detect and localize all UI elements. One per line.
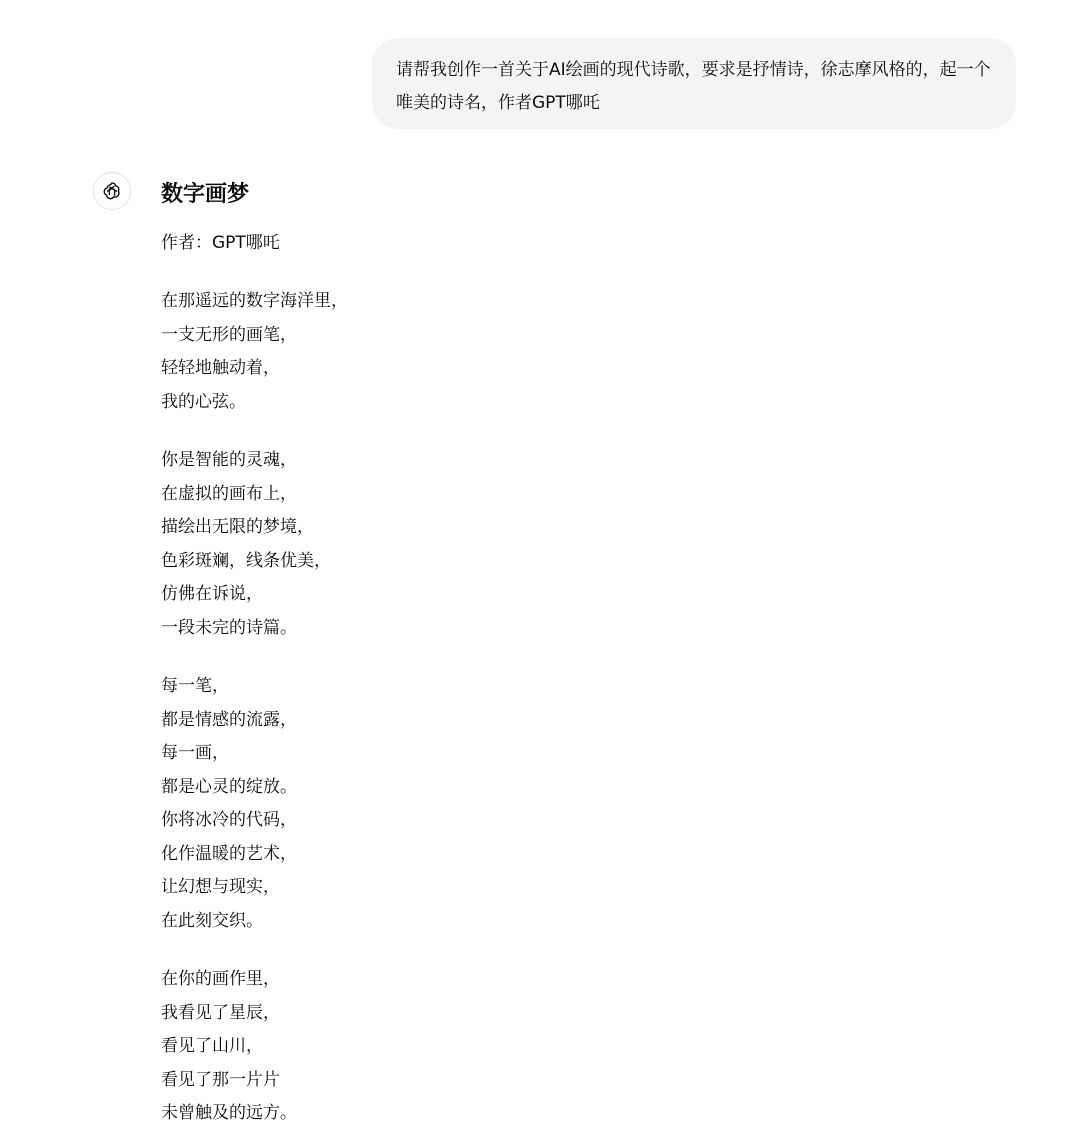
poem-stanza (161, 285, 921, 419)
assistant-avatar (93, 172, 131, 210)
poem-line: 仿佛在诉说， (161, 584, 263, 604)
poem-line: 一段未完的诗篇。 (161, 617, 297, 638)
poem-line: 色彩斑斓，线条优美， (161, 550, 331, 571)
poem-line: 在你的画作里， (161, 969, 280, 989)
assistant-message (161, 176, 921, 1131)
poem-body (161, 285, 921, 1131)
poem-line: 我的心弦。 (161, 391, 246, 412)
poem-line: 我看见了星辰， (161, 1002, 280, 1023)
poem-line: 都是心灵的绽放。 (161, 776, 297, 797)
poem-line: 在那遥远的数字海洋里， (161, 291, 348, 311)
poem-stanza (161, 670, 921, 938)
poem-line: 描绘出无限的梦境， (161, 517, 314, 537)
poem-line: 未曾触及的远方。 (161, 1103, 297, 1123)
poem-stanza (161, 444, 921, 645)
poem-line: 在虚拟的画布上， (161, 483, 297, 504)
poem-line: 在此刻交织。 (161, 910, 263, 931)
poem-stanza (161, 963, 921, 1131)
poem-line: 你是智能的灵魂， (161, 450, 297, 470)
poem-line: 看见了那一片片 (161, 1069, 280, 1090)
poem-author: 作者：GPT哪吒 (161, 233, 280, 253)
poem-line: 你将冰冷的代码， (161, 810, 297, 830)
openai-logo-icon (101, 180, 123, 202)
poem-line: 让幻想与现实， (161, 877, 280, 897)
poem-line: 轻轻地触动着， (161, 358, 280, 378)
user-message-bubble: 请帮我创作一首关于AI绘画的现代诗歌，要求是抒情诗，徐志摩风格的，起一个唯美的诗名，作者GPT哪吒 (372, 38, 1016, 129)
poem-line: 化作温暖的艺术， (161, 843, 297, 864)
poem-title: 数字画梦 (161, 182, 250, 207)
poem-line: 一支无形的画笔， (161, 324, 297, 345)
poem-line: 每一画， (161, 743, 229, 763)
poem-line: 每一笔， (161, 676, 229, 696)
poem-line: 都是情感的流露， (161, 709, 297, 730)
poem-line: 看见了山川， (161, 1036, 263, 1056)
